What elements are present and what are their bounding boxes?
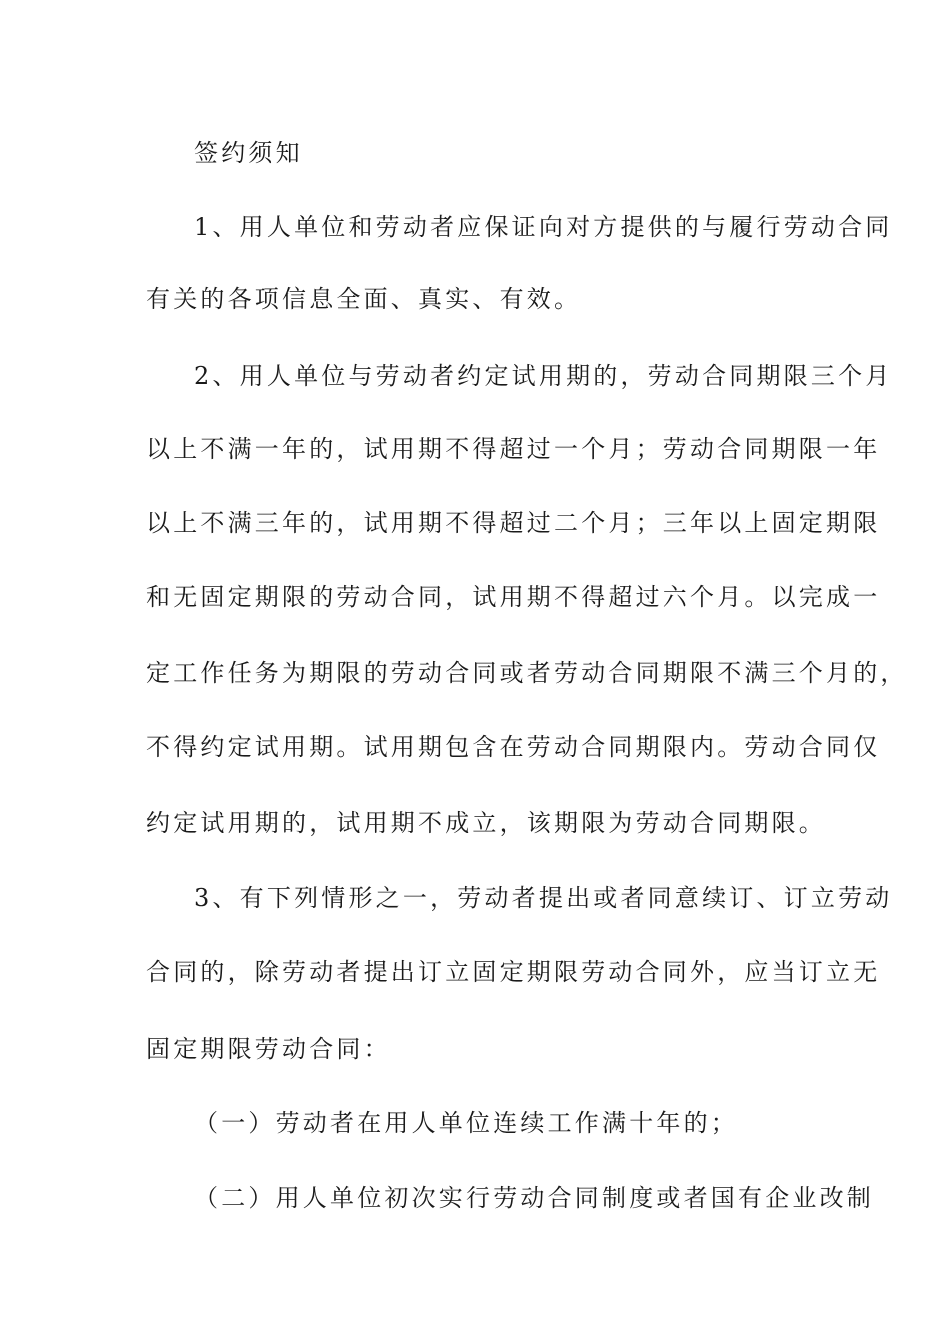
clause-2-line-3: 以上不满三年的，试用期不得超过二个月；三年以上固定期限	[146, 509, 881, 537]
document-title: 签约须知	[194, 139, 303, 167]
clause-2-line-5: 定工作任务为期限的劳动合同或者劳动合同期限不满三个月的，	[146, 659, 908, 687]
clause-3-line-2: 合同的，除劳动者提出订立固定期限劳动合同外，应当订立无	[146, 958, 881, 986]
clause-3-line-3: 固定期限劳动合同：	[146, 1035, 391, 1063]
clause-3-item-1: （一）劳动者在用人单位连续工作满十年的；	[194, 1109, 738, 1137]
clause-3-line-1: 3、有下列情形之一，劳动者提出或者同意续订、订立劳动	[194, 884, 893, 912]
clause-2-line-6: 不得约定试用期。试用期包含在劳动合同期限内。劳动合同仅	[146, 733, 881, 761]
clause-2-line-4: 和无固定期限的劳动合同，试用期不得超过六个月。以完成一	[146, 583, 881, 611]
clause-2-line-7: 约定试用期的，试用期不成立，该期限为劳动合同期限。	[146, 809, 826, 837]
clause-2-line-2: 以上不满一年的，试用期不得超过一个月；劳动合同期限一年	[146, 435, 881, 463]
clause-1-line-2: 有关的各项信息全面、真实、有效。	[146, 285, 582, 313]
clause-2-line-1: 2、用人单位与劳动者约定试用期的，劳动合同期限三个月	[194, 362, 893, 390]
clause-3-item-2: （二）用人单位初次实行劳动合同制度或者国有企业改制	[194, 1184, 874, 1212]
clause-1-line-1: 1、用人单位和劳动者应保证向对方提供的与履行劳动合同	[194, 213, 893, 241]
